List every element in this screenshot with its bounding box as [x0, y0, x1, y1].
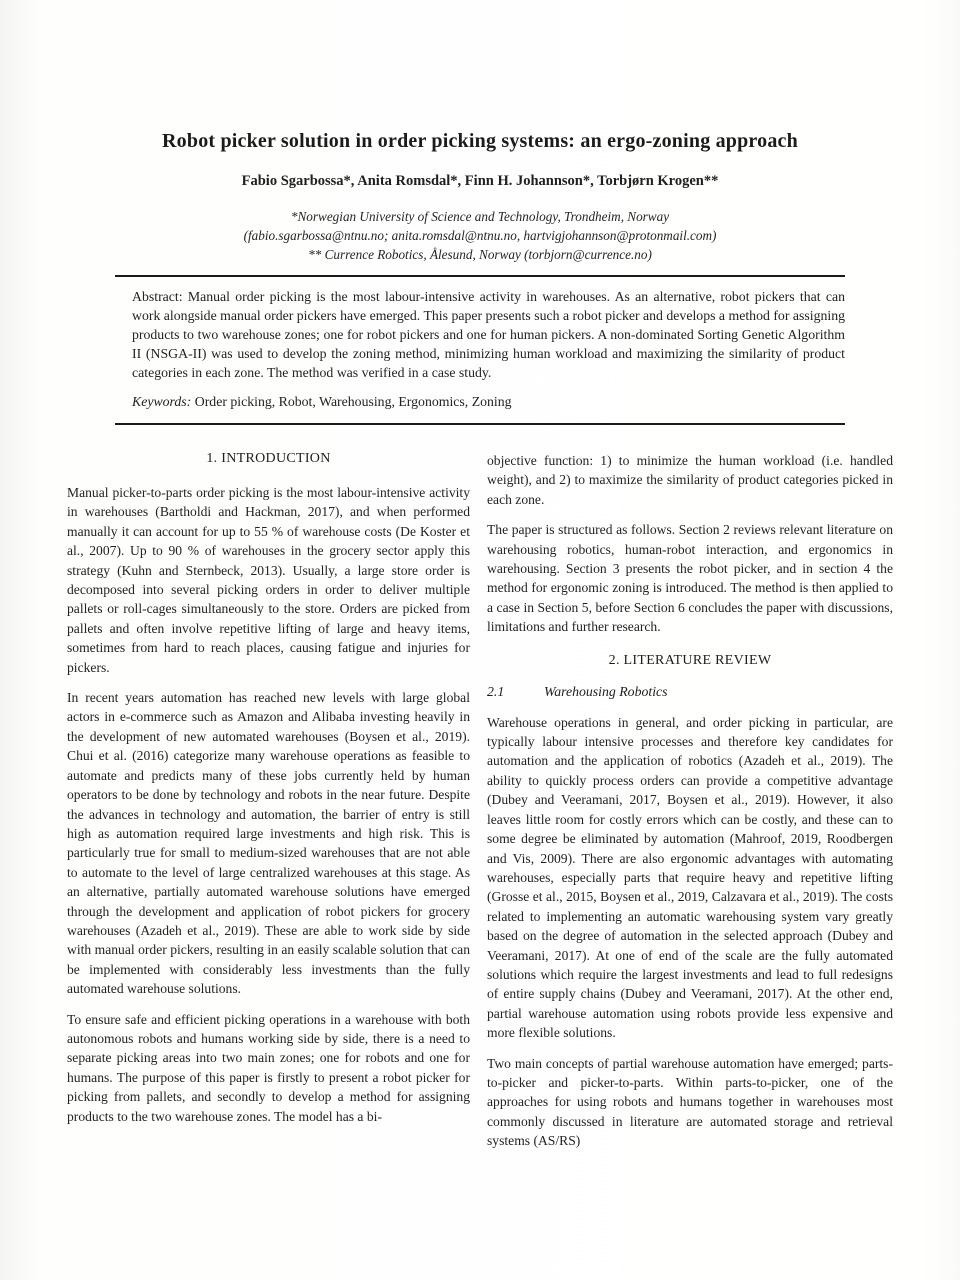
warehousing-robotics-paragraph-2: Two main concepts of partial warehouse automation have emerged; parts-to-picker and picker-to-parts. Within parts-to-picker, one of the approaches for using robots and humans together in warehouses most commonly discussed in literature are automated storage and retrieval systems (AS/RS)	[487, 1055, 893, 1149]
two-column-body	[67, 451, 893, 1162]
paper-header	[0, 0, 960, 264]
affiliations-block	[0, 207, 960, 264]
abstract-paragraph	[115, 287, 845, 382]
paper-structure-paragraph: The paper is structured as follows. Section 2 reviews relevant literature on warehousing robotics, human-robot interaction, and ergonomics in warehousing. Section 3 presents the robot picker, and in section 4 the method for ergonomic zoning is introduced. The method is then applied to a case in Section 5, before Section 6 concludes the paper with discussions, limitations and further research.	[487, 522, 893, 635]
affiliation-line-3: ** Currence Robotics, Ålesund, Norway (torbjorn@currence.no)	[308, 247, 652, 262]
right-column	[487, 451, 893, 1162]
abstract-label: Abstract:	[132, 289, 183, 304]
subsection-number: 2.1	[487, 683, 505, 699]
section-2-heading: 2. LITERATURE REVIEW	[608, 652, 772, 668]
paper-title: Robot picker solution in order picking systems: an ergo-zoning approach	[162, 130, 798, 152]
abstract-box	[115, 275, 845, 425]
intro-paragraph-1: Manual picker-to-parts order picking is the most labour-intensive activity in warehouses (Bartholdi and Hackman, 2017), and when performed manually it can account for up to 55 % of warehouse costs (De Koster et al., 2007). Up to 90 % of warehouses in the grocery sector apply this strategy (Kuhn and Sternbeck, 2013). Usually, a large store order is decomposed into several picking orders in order to deliver multiple pallets or roll-cages simultaneously to the store. Orders are picked from pallets and often involve repetitive lifting of large and heavy items, sometimes from hard to reach places, causing fatigue and injuries for pickers.	[67, 485, 470, 675]
abstract-text: Manual order picking is the most labour-intensive activity in warehouses. As an alternative, robot pickers that can work alongside manual order pickers have emerged. This paper presents such a robot picker and develops a method for assigning products to two warehouse zones; one for robot pickers and one for human pickers. A non-dominated Sorting Genetic Algorithm II (NSGA-II) was used to develop the zoning method, minimizing human workload and maximizing the similarity of product categories in each zone. The method was verified in a case study.	[132, 289, 846, 380]
subsection-title: Warehousing Robotics	[544, 683, 668, 699]
intro-paragraph-3: To ensure safe and efficient picking operations in a warehouse with both autonomous robots and humans working side by side, there is a need to separate picking areas into two main zones; one for robots and one for humans. The purpose of this paper is firstly to present a robot picker for picking from pallets, and secondly to develop a method for assigning products to the two warehouse zones. The model has a bi-	[67, 1011, 470, 1124]
warehousing-robotics-paragraph-1: Warehouse operations in general, and order picking in particular, are typically labour intensive processes and therefore key candidates for automation and the application of robotics (Azadeh et al., 2019). The ability to quickly process orders can provide a competitive advantage (Dubey and Veeramani, 2017, Boysen et al., 2019). However, it also leaves little room for costly errors which can be costly, and these can to some degree be eliminated by automation (Mahroof, 2019, Roodbergen and Vis, 2009). There are also ergonomic advantages with automating warehouses, especially parts that require heavy and repetitive lifting (Grosse et al., 2015, Boysen et al., 2019, Calzavara et al., 2019). The costs related to implementing an automatic warehousing system vary greatly based on the degree of automation in the selected approach (Dubey and Veeramani, 2017). At one of end of the scale are the fully automated solutions which require the largest investments and lead to full redesigns of entire supply chains (Dubey and Veeramani, 2017). At the other end, partial warehouse automation using robots provide less expensive and more flexible solutions.	[487, 714, 893, 1041]
authors-line: Fabio Sgarbossa*, Anita Romsdal*, Finn H. Johannson*, Torbjørn Krogen**	[241, 173, 719, 189]
affiliation-line-2: (fabio.sgarbossa@ntnu.no; anita.romsdal@ntnu.no, hartvigjohannson@protonmail.com)	[243, 228, 717, 243]
intro-paragraph-2: In recent years automation has reached new levels with large global actors in e-commerce such as Amazon and Alibaba investing heavily in the development of new automated warehouses (Boysen et al., 2019). Chui et al. (2016) categorize many warehouse operations as feasible to automate and predicts many of these jobs currently held by human operators to be done by technology and robots in the near future. Despite the advances in technology and automation, the barrier of entry is still high as automation required large investments and high risk. This is particularly true for small to medium-sized warehouses that are not able to automate to the level of large centralized warehouses at this stage. As an alternative, partially automated warehouse solutions have emerged through the development and application of robot pickers for grocery warehouses (Azadeh et al., 2019). These are able to work side by side with manual order pickers, resulting in an easily scalable solution that can be implemented with considerably less investments than the fully automated warehouse solutions.	[67, 690, 470, 997]
affiliation-line-1: *Norwegian University of Science and Technology, Trondheim, Norway	[290, 209, 670, 224]
keywords-label: Keywords:	[132, 394, 192, 409]
keywords-text: Order picking, Robot, Warehousing, Ergonomics, Zoning	[194, 394, 512, 409]
left-column	[67, 451, 470, 1162]
section-1-heading: 1. INTRODUCTION	[206, 451, 331, 466]
subsection-2-1-heading	[487, 684, 893, 700]
objective-continuation-paragraph: objective function: 1) to minimize the human workload (i.e. handled weight), and 2) to maximize the similarity of product categories picked in each zone.	[487, 453, 893, 507]
keywords-line	[115, 394, 845, 410]
